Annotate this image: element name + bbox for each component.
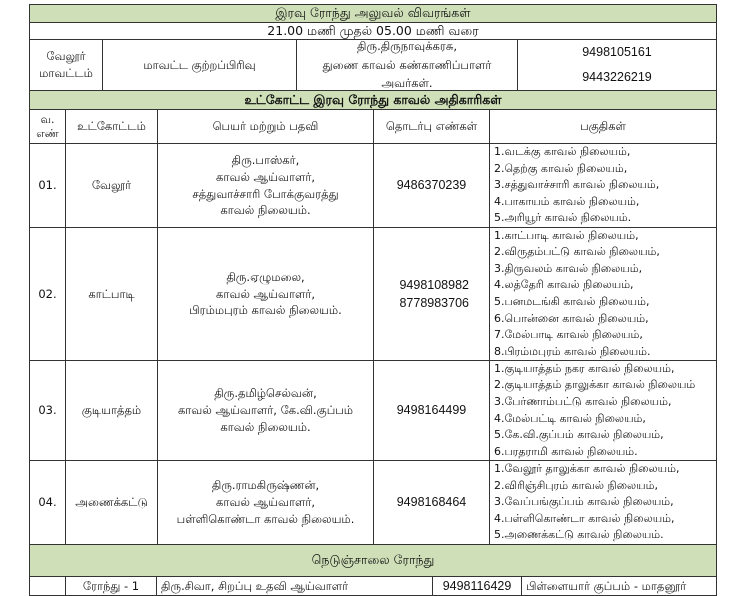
table-row-4-no: 04. xyxy=(29,460,66,545)
table-row-3-phone: 9498164499 xyxy=(373,360,490,461)
table-row-1-phone: 9486370239 xyxy=(373,143,490,228)
highway-title: நெடுஞ்சாலை ரோந்து xyxy=(29,544,717,577)
district-name: வேலூர் மாவட்டம் xyxy=(29,39,103,91)
table-row-4-areas: 1.வேலூர் தாலுக்கா காவல் நிலையம், 2.விரிஞ்சிபுரம் காவல் நிலையம், 3.வேப்பங்குப்பம் காவல் நிலையம், 4.பள்ளிகொண்டா காவல் நிலையம், 5.அணைக்கட்டு காவல் நிலையம். xyxy=(489,460,717,545)
table-row-1-officer: திரு.பாஸ்கர், காவல் ஆய்வாளர், சத்துவாச்சாரி போக்குவரத்து காவல் நிலையம். xyxy=(157,143,374,228)
col-header-officer: பெயர் மற்றும் பதவி xyxy=(157,109,374,144)
col-header-phone: தொடர்பு எண்கள் xyxy=(373,109,490,144)
table-row-2-phones: 9498108982 8778983706 xyxy=(373,227,490,361)
table-row-3-areas: 1.குடியாத்தம் நகர காவல் நிலையம், 2.குடியாத்தம் தாலுக்கா காவல் நிலையம் 3.பேர்ணாம்பட்டு காவல் நிலையம், 4.மேல்பட்டி காவல் நிலையம், 5.கே.வி.குப்பம் காவல் நிலையம், 6.பரதராமி காவல் நிலையம். xyxy=(489,360,717,461)
table-row-4-phone: 9498168464 xyxy=(373,460,490,545)
table-row-3-subdivision: குடியாத்தம் xyxy=(65,360,158,461)
page-title: இரவு ரோந்து அலுவல் விவரங்கள் xyxy=(29,4,717,23)
table-row-1-subdivision: வேலூர் xyxy=(65,143,158,228)
table-row-1-no: 01. xyxy=(29,143,66,228)
col-header-subdivision: உட்கோட்டம் xyxy=(65,109,158,144)
table-row-2-no: 02. xyxy=(29,227,66,361)
highway-phone: 9498116429 xyxy=(432,576,522,596)
table-row-3-no: 03. xyxy=(29,360,66,461)
highway-row-no xyxy=(29,576,66,596)
table-row-2-subdivision: காட்பாடி xyxy=(65,227,158,361)
time-range: 21.00 மணி முதல் 05.00 மணி வரை xyxy=(29,22,717,40)
table-row-2-areas: 1.காட்பாடி காவல் நிலையம், 2.விருதம்பட்டு காவல் நிலையம், 3.திருவலம் காவல் நிலையம், 4.லத்தேரி காவல் நிலையம், 5.பனமடங்கி காவல் நிலையம், 6.பொன்னை காவல் நிலையம், 7.மேல்பாடி காவல் நிலையம், 8.பிரம்மபுரம் காவல் நிலையம். xyxy=(489,227,717,361)
highway-officer: திரு.சிவா, சிறப்பு உதவி ஆய்வாளர் xyxy=(156,576,433,596)
section-title: உட்கோட்ட இரவு ரோந்து காவல் அதிகாரிகள் xyxy=(29,90,717,110)
table-row-4-officer: திரு.ராமகிருஷ்ணன், காவல் ஆய்வாளர், பள்ளிகொண்டா காவல் நிலையம். xyxy=(157,460,374,545)
table-row-2-officer: திரு.ஏழுமலை, காவல் ஆய்வாளர், பிரம்மபுரம் காவல் நிலையம். xyxy=(157,227,374,361)
col-header-areas: பகுதிகள் xyxy=(489,109,717,144)
col-header-no: வ. எண் xyxy=(29,109,66,144)
highway-area: பிள்ளையார் குப்பம் - மாதனூர் xyxy=(521,576,717,596)
district-phones: 9498105161 9443226219 xyxy=(517,39,717,91)
district-crime-branch: மாவட்ட குற்றப்பிரிவு xyxy=(102,39,297,91)
table-row-1-areas: 1.வடக்கு காவல் நிலையம், 2.தெற்கு காவல் நிலையம், 3.சத்துவாச்சாரி காவல் நிலையம், 4.பாகாயம் காவல் நிலையம், 5.அரியூர் காவல் நிலையம். xyxy=(489,143,717,228)
highway-patrol-label: ரோந்து - 1 xyxy=(65,576,157,596)
table-row-3-officer: திரு.தமிழ்செல்வன், காவல் ஆய்வாளர், கே.வி.குப்பம் காவல் நிலையம். xyxy=(157,360,374,461)
table-row-4-subdivision: அணைக்கட்டு xyxy=(65,460,158,545)
district-officer: திரு.திருநாவுக்கரசு, துணை காவல் கண்காணிப்பாளர் அவர்கள். xyxy=(296,39,518,91)
